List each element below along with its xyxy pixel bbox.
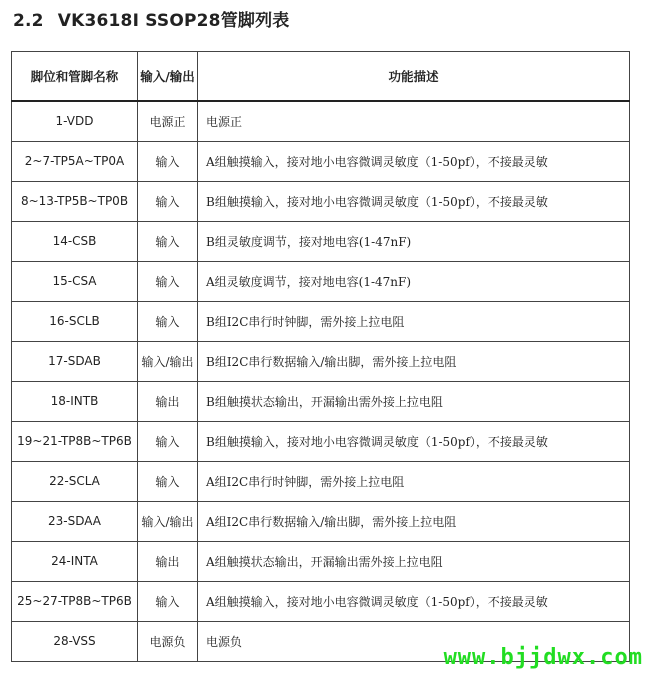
description-cell: B组触摸状态输出，开漏输出需外接上拉电阻 [198, 381, 630, 421]
io-type-cell: 输入 [138, 221, 198, 261]
pin-name-cell: 8~13-TP5B~TP0B [12, 181, 138, 221]
io-type-cell: 电源负 [138, 621, 198, 661]
io-type-cell: 输入 [138, 261, 198, 301]
table-row [12, 341, 630, 381]
description-cell: B组I2C串行时钟脚，需外接上拉电阻 [198, 301, 630, 341]
io-type-cell: 输入/输出 [138, 341, 198, 381]
pin-name-cell: 28-VSS [12, 621, 138, 661]
pin-name-cell: 14-CSB [12, 221, 138, 261]
watermark: www.bjjdwx.com [443, 645, 643, 670]
description-cell: B组灵敏度调节，接对地电容(1-47nF) [198, 221, 630, 261]
io-type-cell: 输入 [138, 181, 198, 221]
pin-name-cell: 19~21-TP8B~TP6B [12, 421, 138, 461]
pin-name-cell: 25~27-TP8B~TP6B [12, 581, 138, 621]
pin-name-cell: 15-CSA [12, 261, 138, 301]
pin-table [11, 51, 630, 662]
io-type-cell: 输入/输出 [138, 501, 198, 541]
table-row [12, 101, 630, 141]
header-io: 输入/输出 [138, 52, 198, 102]
table-row [12, 221, 630, 261]
description-cell: B组触摸输入，接对地小电容微调灵敏度（1-50pf），不接最灵敏 [198, 421, 630, 461]
table-row [12, 301, 630, 341]
pin-name-cell: 22-SCLA [12, 461, 138, 501]
pin-name-cell: 18-INTB [12, 381, 138, 421]
pin-name-cell: 24-INTA [12, 541, 138, 581]
table-row [12, 181, 630, 221]
pin-name-cell: 1-VDD [12, 101, 138, 141]
pin-name-cell: 17-SDAB [12, 341, 138, 381]
header-pin: 脚位和管脚名称 [12, 52, 138, 102]
io-type-cell: 输入 [138, 421, 198, 461]
io-type-cell: 输出 [138, 541, 198, 581]
description-cell: 电源正 [198, 101, 630, 141]
pin-name-cell: 16-SCLB [12, 301, 138, 341]
section-title: VK3618I SSOP28管脚列表 [57, 11, 290, 31]
description-cell: A组灵敏度调节，接对地电容(1-47nF) [198, 261, 630, 301]
section-number: 2.2 [13, 11, 44, 31]
pin-name-cell: 2~7-TP5A~TP0A [12, 141, 138, 181]
table-row [12, 461, 630, 501]
io-type-cell: 输出 [138, 381, 198, 421]
table-row [12, 581, 630, 621]
description-cell: B组I2C串行数据输入/输出脚，需外接上拉电阻 [198, 341, 630, 381]
table-row [12, 381, 630, 421]
pin-name-cell: 23-SDAA [12, 501, 138, 541]
table-row [12, 261, 630, 301]
description-cell: A组触摸输入，接对地小电容微调灵敏度（1-50pf），不接最灵敏 [198, 141, 630, 181]
table-row [12, 541, 630, 581]
description-cell: A组I2C串行数据输入/输出脚，需外接上拉电阻 [198, 501, 630, 541]
description-cell: 电源负 [198, 621, 630, 661]
io-type-cell: 输入 [138, 301, 198, 341]
io-type-cell: 输入 [138, 141, 198, 181]
io-type-cell: 输入 [138, 461, 198, 501]
description-cell: B组触摸输入，接对地小电容微调灵敏度（1-50pf），不接最灵敏 [198, 181, 630, 221]
table-row [12, 141, 630, 181]
section-heading [13, 6, 290, 31]
description-cell: A组触摸状态输出，开漏输出需外接上拉电阻 [198, 541, 630, 581]
io-type-cell: 输入 [138, 581, 198, 621]
header-desc: 功能描述 [198, 52, 630, 102]
description-cell: A组I2C串行时钟脚，需外接上拉电阻 [198, 461, 630, 501]
io-type-cell: 电源正 [138, 101, 198, 141]
description-cell: A组触摸输入，接对地小电容微调灵敏度（1-50pf），不接最灵敏 [198, 581, 630, 621]
table-header-row [12, 52, 630, 102]
table-row [12, 501, 630, 541]
table-row [12, 421, 630, 461]
